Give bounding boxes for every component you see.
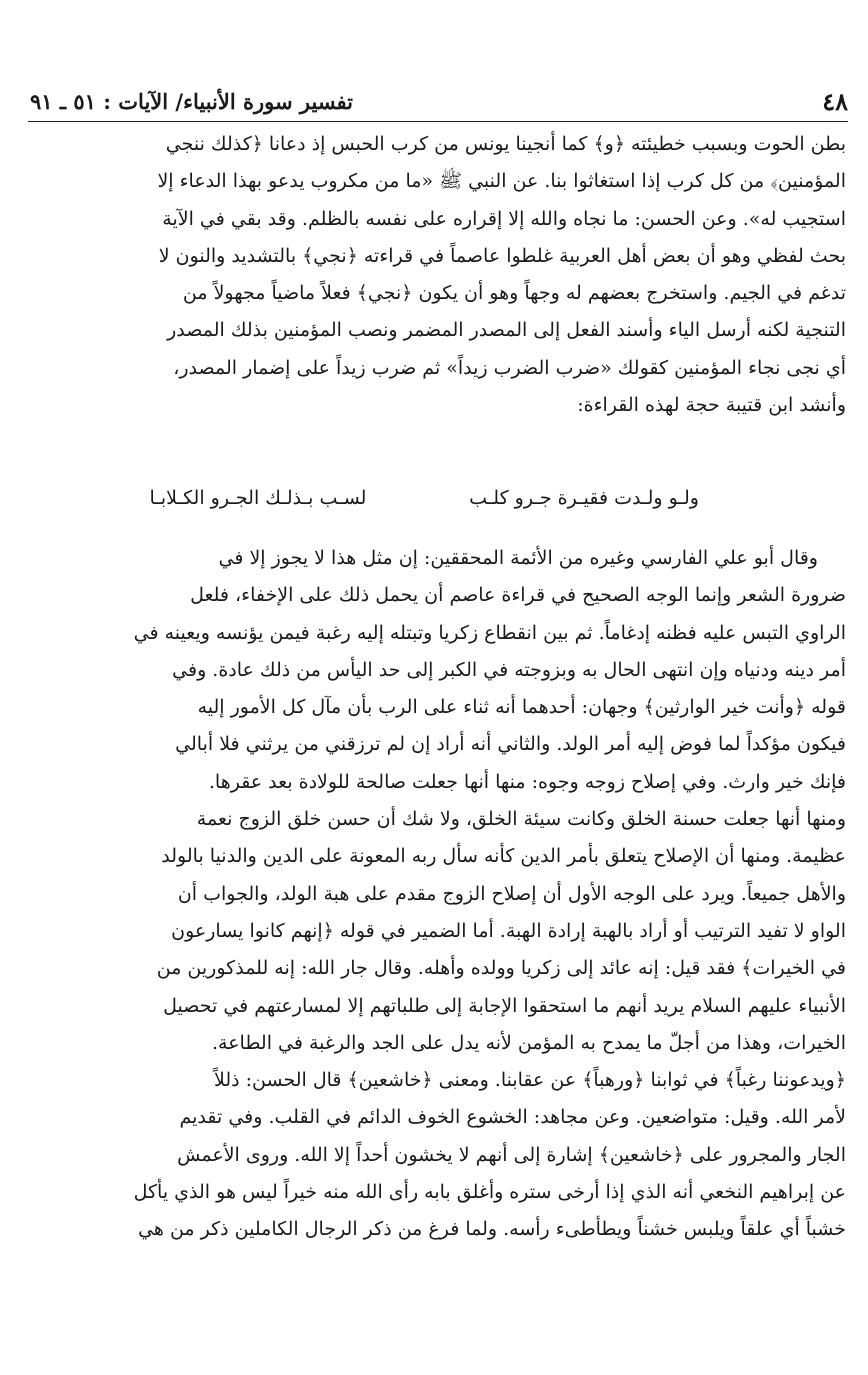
text-line: فإنك خير وارث. وفي إصلاح زوجه وجوه: منها أنها جعلت صالحة للولادة بعد عقرها. <box>208 770 846 793</box>
paragraph-1 <box>26 126 846 424</box>
verse-hemistich-second: لسـب بـذلـك الجـرو الكـلابـا <box>149 487 367 509</box>
text-line: المؤمنين﴾ من كل كرب إذا استغاثوا بنا. عن النبي ﷺ «ما من مكروب يدعو بهذا الدعاء إلا <box>157 170 846 193</box>
text-line: عن إبراهيم النخعي أنه الذي إذا أرخى ستره وأغلق بابه رأى الله منه خيراً ليس هو الذي يأكل <box>133 1181 846 1204</box>
poetry-verse <box>22 487 848 519</box>
text-line: في الخيرات﴾ فقد قيل: إنه عائد إلى زكريا وولده وأهله. وقال جار الله: إنه للمذكورين من <box>156 957 846 980</box>
text-line: تدغم في الجيم. واستخرج بعضهم له وجهاً وهو أن يكون ﴿نجي﴾ فعلاً ماضياً مجهولاً من <box>182 282 846 305</box>
text-line: خشباً أي علقاً ويلبس خشناً ويطأطىء رأسه. ولما فرغ من ذكر الرجال الكاملين ذكر من هي <box>138 1218 846 1241</box>
running-title: تفسير سورة الأنبياء/ الآيات : ٥١ ـ ٩١ <box>30 88 354 114</box>
page-header <box>30 86 848 116</box>
text-line: أي نجى نجاء المؤمنين كقولك «ضرب الضرب زيداً» ثم ضرب زيداً على إضمار المصدر، <box>173 356 846 379</box>
verse-hemistich-first: ولـو ولـدت فقيـرة جـرو كلـب <box>469 487 699 509</box>
text-line: بطن الحوت وبسبب خطيئته ﴿و﴾ كما أنجينا يونس من كرب الحبس إذ دعانا ﴿كذلك ننجي <box>165 133 846 155</box>
text-line: عظيمة. ومنها أن الإصلاح يتعلق بأمر الدين كأنه سأل ربه المعونة على الدين والدنيا بالولد <box>161 845 846 868</box>
text-line: الخيرات، وهذا من أجلّ ما يمدح به المؤمن لأنه يدل على الجد والرغبة في الطاعة. <box>211 1031 846 1054</box>
text-line: الراوي التبس عليه فظنه إدغاماً. ثم بين انقطاع زكريا وتبتله إليه رغبة فيمن يؤنسه ويعينه في <box>133 621 846 644</box>
text-line: لأمر الله. وقيل: متواضعين. وعن مجاهد: الخشوع الخوف الدائم في القلب. وفي تقديم <box>179 1106 846 1129</box>
paragraph-2 <box>26 540 846 1249</box>
text-line: قوله ﴿وأنت خير الوارثين﴾ وجهان: أحدهما أنه ثناء على الرب بأن مآل كل الأمور إليه <box>197 696 846 719</box>
text-line: الأنبياء عليهم السلام يريد أنهم ما استحقوا الإجابة إلى طلباتهم إلا لمسارعتهم في تحصيل <box>163 994 846 1017</box>
header-rule <box>28 121 848 122</box>
text-line: ضرورة الشعر وإنما الوجه الصحيح في قراءة عاصم أن يحمل ذلك على الإخفاء، فلعل <box>190 584 846 607</box>
text-line: والأهل جميعاً. ويرد على الوجه الأول أن إصلاح الزوج مقدم على هبة الولد، والجواب أن <box>177 882 846 905</box>
text-line: التنجية لكنه أرسل الياء وأسند الفعل إلى المصدر المضمر ونصب المؤمنين بذلك المصدر <box>167 319 846 342</box>
text-line: استجيب له». وعن الحسن: ما نجاه والله إلا إقراره على نفسه بالظلم. وقد بقي في الآية <box>162 207 846 230</box>
book-page <box>22 0 848 1375</box>
text-line: الواو لا تفيد الترتيب أو أراد بالهبة إرادة الهبة. أما الضمير في قوله ﴿إنهم كانوا يسارعون <box>171 919 846 942</box>
text-line: الجار والمجرور على ﴿خاشعين﴾ إشارة إلى أنهم لا يخشون أحداً إلا الله. وروى الأعمش <box>177 1143 846 1166</box>
text-line: أمر دينه ودنياه وإن انتهى الحال به وبزوجته في الكبر إلى حد اليأس من ذلك عادة. وفي <box>172 658 846 681</box>
text-line: بحث لفظي وهو أن بعض أهل العربية غلطوا عاصماً في قراءته ﴿نجي﴾ بالتشديد والنون لا <box>158 244 846 267</box>
text-line: ومنها أنها جعلت حسنة الخلق وكانت سيئة الخلق، ولا شك أن حسن خلق الزوج نعمة <box>196 808 846 831</box>
page-number: ٤٨ <box>822 86 848 116</box>
text-line: ﴿ويدعوننا رغباً﴾ في ثوابنا ﴿ورهباً﴾ عن عقابنا. ومعنى ﴿خاشعين﴾ قال الحسن: ذللاً <box>214 1069 846 1092</box>
text-line: فيكون مؤكداً لما فوض إليه أمر الولد. والثاني أنه أراد إن لم ترزقني من يرثني فلا أبالي <box>175 733 846 756</box>
text-line: وأنشد ابن قتيبة حجة لهذه القراءة: <box>577 394 846 417</box>
text-line: وقال أبو علي الفارسي وغيره من الأئمة المحققين: إن مثل هذا لا يجوز إلا في <box>218 547 818 569</box>
